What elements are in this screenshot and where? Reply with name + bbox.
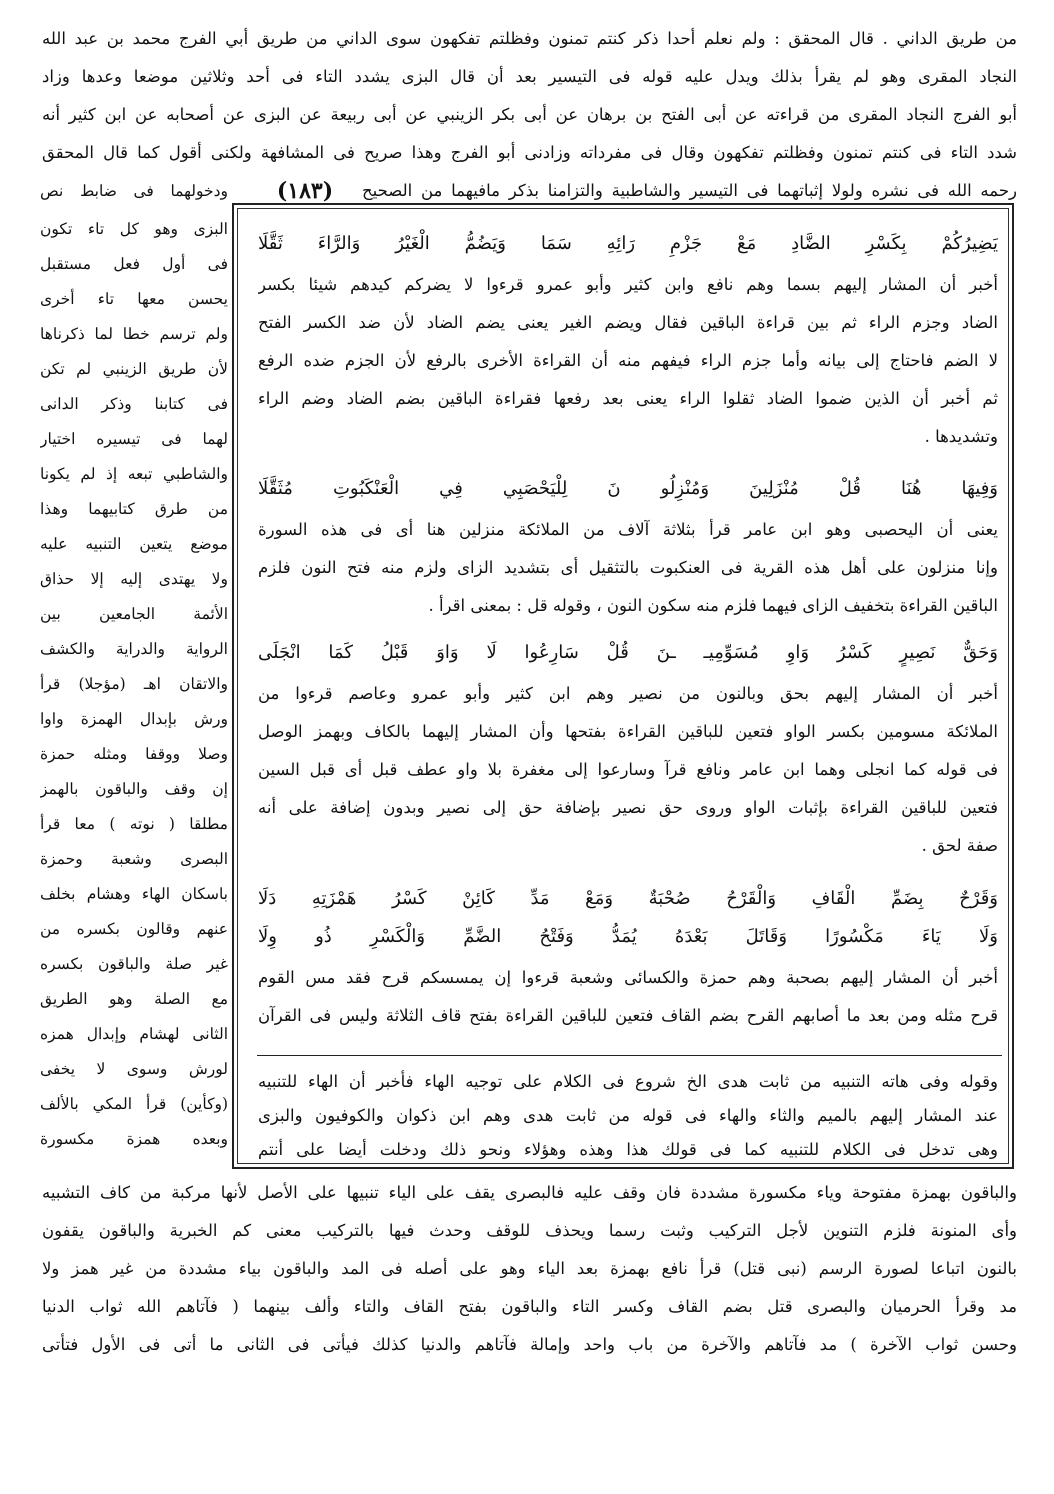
commentary-line: أخبر أن المشار إليهم بحق وبالنون من نصير وهم ابن كثير وأبو عمرو وعاصم قرءوا من bbox=[258, 684, 998, 703]
verse-line: وَلَا يَاءَ مَكْسُورًا وَقَاتَلَ بَعْدَهُ يُمَدُّ وَفَتْحُ الضَّمِّ وَالْكَسْرِ ذُو وِلَا bbox=[258, 926, 998, 947]
top-line: رحمه الله فى نشره ولولا إثباتهما فى التيسير والشاطبية والتزامنا بذكر مافيهما من الصحيح bbox=[362, 181, 1017, 200]
commentary-line: فى قوله كما انجلى وهما ابن عامر ونافع قرآ وسارعوا إلى مغفرة بلا واو عطف قبل أى قبل السين bbox=[258, 760, 998, 779]
commentary-line: وإنا منزلون على أهل هذه القرية فى العنكبوت بالتثقيل أى بتشديد الزاى ولزم منه فتح النون فلزم bbox=[258, 558, 998, 577]
top-line: شدد التاء فى كنتم تمنون وفظلتم تفكهون وقال فى مفرداته وزادنى أبو الفرج وهذا صريح فى المشافهة ولكنى أقول كما قال المحقق bbox=[42, 143, 1017, 162]
page-number: (١٨٣) bbox=[276, 178, 334, 204]
commentary-line: وتشديدها . bbox=[924, 427, 998, 446]
commentary-line: قرح مثله ومن بعد ما أصابهم القرح بضم القاف فتعين للباقين القراءة بفتح قاف الثلاثة وليس فى القرآن bbox=[258, 1006, 998, 1025]
side-line: ولم ترسم خطا لما ذكرناها bbox=[40, 325, 228, 343]
box-divider bbox=[257, 1055, 1002, 1056]
side-line: فى أول فعل مستقبل bbox=[40, 255, 228, 273]
side-line: فى كتابنا وذكر الدانى bbox=[40, 395, 228, 413]
commentary-line: الملائكة مسومين بكسر الواو فتعين للباقين القراءة بفتحها وأن المشار إليهما بالكاف وبهمز الوصل bbox=[258, 722, 998, 741]
side-line: والاتقان اهـ (مؤجلا) قرأ bbox=[40, 675, 228, 693]
side-line: يحسن معها تاء أخرى bbox=[40, 290, 228, 308]
side-line: البصرى وشعبة وحمزة bbox=[40, 850, 228, 868]
commentary-line: لا الضم فاحتاج إلى بيانه وأما جزم الراء فيفهم منه أن القراءة الأخرى بالرفع لأن الجزم ضده الرفع bbox=[258, 351, 998, 370]
bottom-line: وأى المنونة فلزم التنوين لأجل التركيب وثبت رسما ويحذف للوقف وحدث فيها بالتركيب معنى كم الخبرية والباقون يقفون bbox=[42, 1221, 1017, 1240]
side-line: البزى وهو كل تاء تكون bbox=[40, 220, 228, 238]
verse-line: وَقَرْحٌ بِضَمِّ الْقَافِ وَالْقَرْحُ صُحْبَةٌ وَمَعْ مَدِّ كَائِنْ كَسْرُ هَمْزَتِهِ دَلَا bbox=[258, 888, 998, 909]
side-line: مطلقا ( نوته ) معا قرأ bbox=[40, 815, 228, 833]
top-line: من طريق الداني . قال المحقق : ولم نعلم أحدا ذكر كنتم تمنون وفظلتم تفكهون سوى الداني من طريق أبي الفرج محمد بن عبد الله bbox=[42, 29, 1017, 48]
bottom-line: والباقون بهمزة مفتوحة وياء مكسورة مشددة فان وقف عليه فالبصرى يقف على الياء تنبيها على الأصل لأنها مركبة من كاف التشبيه bbox=[42, 1183, 1017, 1202]
side-line: ولا يهتدى إليه إلا حذاق bbox=[40, 570, 228, 588]
side-line: وبعده همزة مكسورة bbox=[40, 1130, 228, 1148]
side-line: غير صلة والباقون بكسره bbox=[40, 955, 228, 973]
commentary-line: أخبر أن المشار إليهم بصحبة وهم حمزة والكسائى وشعبة قرءوا إن يمسسكم قرح فقد مس القوم bbox=[258, 968, 998, 987]
top-line: أبو الفرج النجاد المقرى من قراءته عن أبى الفتح بن برهان عن أبى بكر الزينبي عن أبى ربيعة عن البزى عن أصحابه عن ابن كثير أنه bbox=[42, 105, 1017, 124]
side-line: الأئمة الجامعين بين bbox=[40, 605, 228, 623]
commentary-line: فتعين للباقين القراءة بإثبات الواو وروى حق نصير بإضافة حق إلى نصير وبدون إضافة على أنه bbox=[258, 798, 998, 817]
commentary-line: وقوله وفى هاته التنبيه من ثابت هدى الخ شروع فى الكلام على توجيه الهاء فأخبر أن الهاء للتنبيه bbox=[258, 1072, 998, 1091]
commentary-line: وهى تدخل فى الكلام للتنبيه كما فى قولك هذا وهذه وهؤلاء ونحو ذلك ودخلت أيضا على أنتم bbox=[258, 1140, 998, 1159]
top-line: النجاد المقرى وهو لم يقرأ بذلك ويدل عليه قوله فى التيسير بعد أن قال البزى يشدد التاء فى أحد وثلاثين موضعا وعدها وزاد bbox=[42, 67, 1017, 86]
side-line: (وكأين) قرأ المكي بالألف bbox=[40, 1095, 228, 1113]
commentary-line: ثم أخبر أن الذين ضموا الضاد ثقلوا الراء يعنى بعد رفعها فقراءة الباقين بضم الضاد وضم الراء bbox=[258, 389, 998, 408]
side-line: الرواية والدراية والكشف bbox=[40, 640, 228, 658]
side-line: من طرق كتابيهما وهذا bbox=[40, 500, 228, 518]
side-line: عنهم وقالون بكسره من bbox=[40, 920, 228, 938]
side-line: مع الصلة وهو الطريق bbox=[40, 990, 228, 1008]
side-line: ورش بإبدال الهمزة واوا bbox=[40, 710, 228, 728]
side-line: لهما فى تيسيره اختيار bbox=[40, 430, 228, 448]
side-line: لورش وسوى لا يخفى bbox=[40, 1060, 228, 1078]
commentary-line: صفة لحق . bbox=[921, 836, 998, 855]
side-line: وصلا ووقفا ومثله حمزة bbox=[40, 745, 228, 763]
side-line: الثانى لهشام وإبدال همزه bbox=[40, 1025, 228, 1043]
side-line: لأن طريق الزينبي لم تكن bbox=[40, 360, 228, 378]
commentary-line: الباقين القراءة بتخفيف الزاى فيهما فلزم منه سكون النون ، وقوله قل : بمعنى اقرأ . bbox=[428, 596, 998, 615]
top-line-end: ودخولهما فى ضابط نص bbox=[40, 182, 228, 200]
side-line: باسكان الهاء وهشام بخلف bbox=[40, 885, 228, 903]
commentary-line: الضاد وجزم الراء ثم بين قراءة الباقين فقال ويضم الغير يعنى يضم الضاد لأن ضد الكسر الفتح bbox=[258, 313, 998, 332]
commentary-line: يعنى أن اليحصبى وهو ابن عامر قرأ بثلاثة آلاف من الملائكة منزلين هنا أى فى هذه السورة bbox=[258, 520, 998, 539]
bottom-line: مد وقرأ الحرميان والبصرى قتل بضم القاف وكسر التاء والباقون بفتح القاف والتاء وألف بينهما ( فآتاهم الله ثواب الدنيا bbox=[42, 1297, 1017, 1316]
bottom-line: وحسن ثواب الآخرة ) مد فآتاهم والآخرة من باب واحد وإمالة فآتاهم والدنيا كذلك فيأتى فى الثانى ما أتى فى الأول فتأتى bbox=[42, 1335, 1017, 1354]
side-line: إن وقف والباقون بالهمز bbox=[40, 780, 228, 798]
bottom-line: بالنون اتباعا لصورة الرسم (نبى قتل) قرأ نافع بهمزة بعد الياء وهو على أصله فى المد والباقون بياء مشددة من غير همز ولا bbox=[42, 1259, 1017, 1278]
side-line: موضع يتعين التنبيه عليه bbox=[40, 535, 228, 553]
verse-line: يَضِيرُكُمْ بِكَسْرِ الضَّادِ مَعْ جَزْمِ رَائِهِ سَمَا وَيَضُمُّ الْغَيْرُ وَالرَّاءَ ثَقَّلَا bbox=[258, 233, 998, 254]
side-line: والشاطبي تبعه إذ لم يكونا bbox=[40, 465, 228, 483]
commentary-line: عند المشار إليهم بالميم والثاء والهاء فى قوله من ثابت هدى وهم ابن ذكوان والكوفيون والبزى bbox=[258, 1106, 998, 1125]
commentary-line: أخبر أن المشار إليهم بسما وهم نافع وابن كثير وأبو عمرو قرءوا لا يضركم كيدهم شيئا بكسر bbox=[258, 275, 998, 294]
verse-line: وَحَقٌّ نَصِيرٍ كَسْرُ وَاوِ مُسَوِّمِيـ ـنَ قُلْ سَارِعُوا لَا وَاوَ قَبْلُ كَمَا انْجَلَى bbox=[258, 642, 998, 663]
verse-line: وَفِيهَا هُنَا قُلْ مُنْزَلِينَ وَمُنْزِلُو نَ لِلْيَحْصَبِي فِي الْعَنْكَبُوتِ مُثَقَّلَا bbox=[258, 478, 998, 499]
